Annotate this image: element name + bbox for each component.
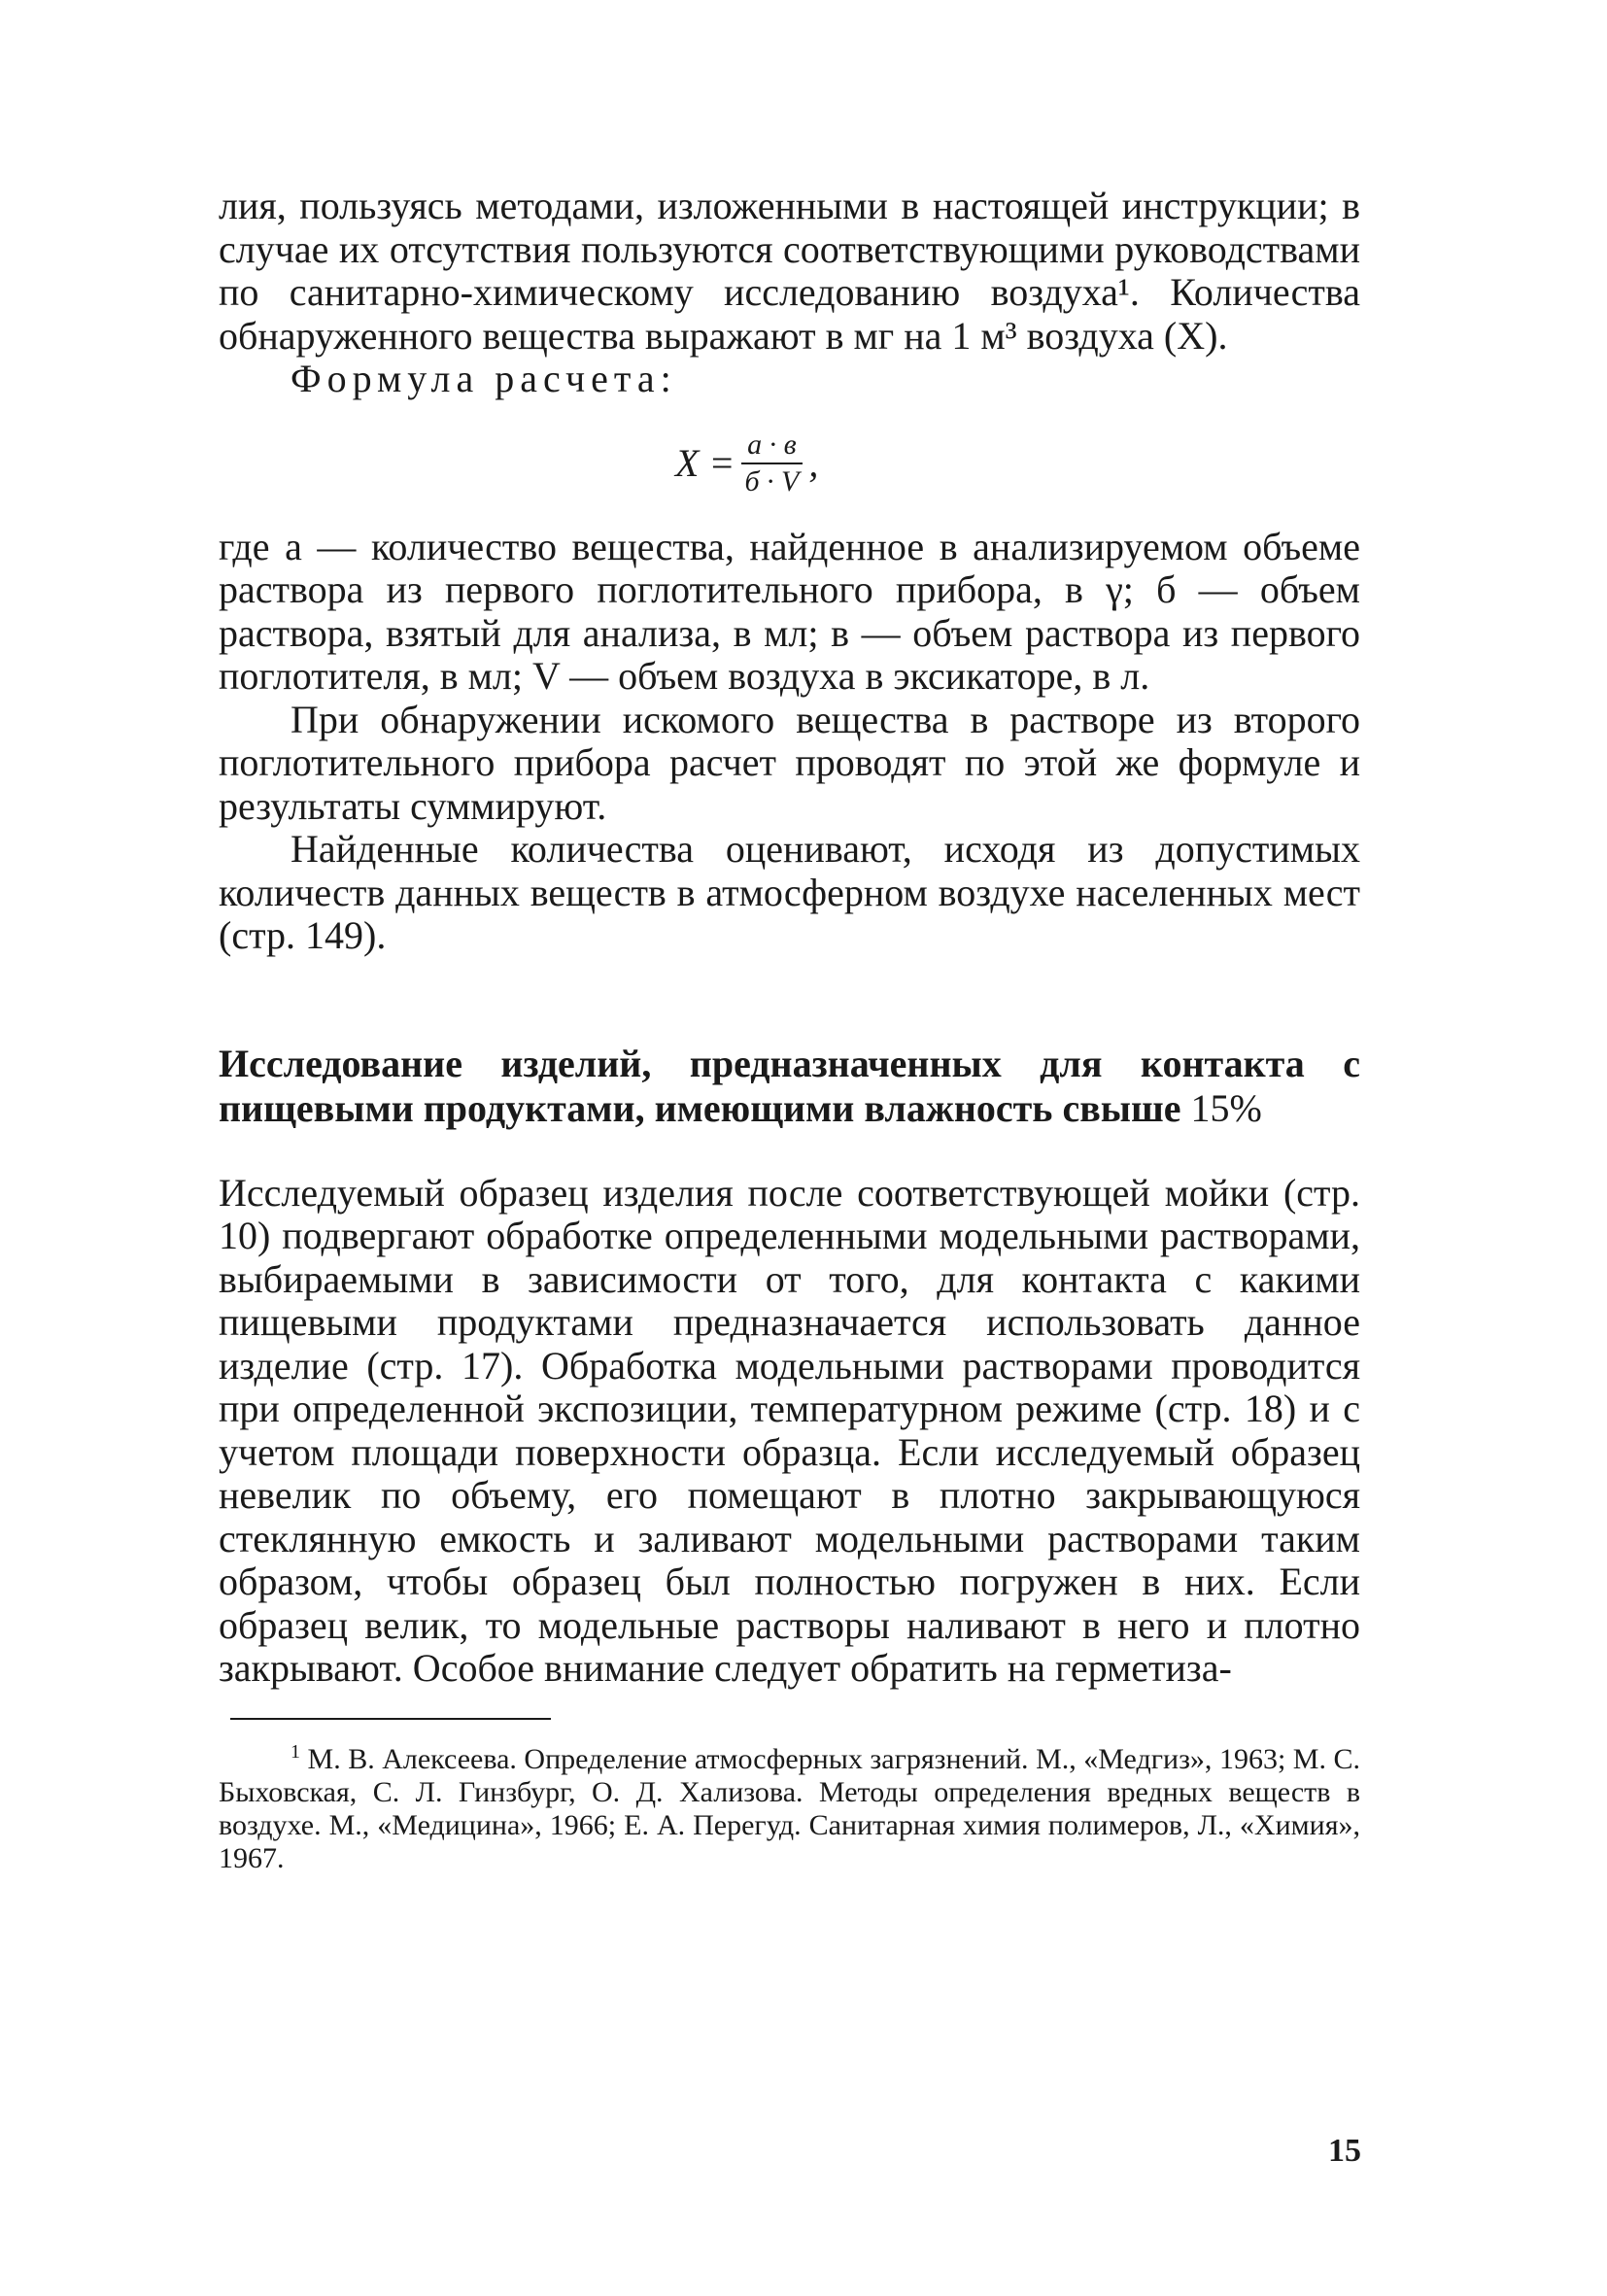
section-heading-percent: 15% — [1190, 1085, 1262, 1130]
footnote-marker: 1 — [291, 1740, 300, 1763]
footnote-text: М. В. Алексеева. Определение атмосферных загрязнений. М., «Медгиз», 1963; М. С. Быховская, С. Л. Гинзбург, О. Д. Хализова. Методы определения вредных веществ в воздухе. М., «Медицина», 1966; Е. А. Перегуд. Санитарная химия полимеров, Л., «Химия», 1967. — [219, 1742, 1360, 1874]
formula-denominator: б · V — [744, 464, 800, 497]
formula-trailing: , — [808, 441, 819, 485]
section-heading — [219, 1042, 1360, 1131]
footnote-divider — [230, 1718, 551, 1720]
paragraph-second-absorber: При обнаружении искомого вещества в растворе из второго поглотительного прибора расчет проводят по этой же формуле и результаты суммируют. — [219, 697, 1360, 828]
paragraph-continuation: лия, пользуясь методами, изложенными в настоящей инструкции; в случае их отсутствия пользуются соответствующими руководствами по санитарно-химическому исследованию воздуха¹. Количества обнаруженного вещества выражают в мг на 1 м³ воздуха (X). — [219, 184, 1360, 358]
formula-lhs: X = — [675, 441, 735, 485]
page-body — [219, 185, 1360, 1875]
formula — [219, 415, 1360, 512]
formula-numerator: а · в — [741, 428, 803, 464]
formula-label: Формула расчета: — [291, 357, 677, 400]
paragraph-sample-treatment: Исследуемый образец изделия после соответствующей мойки (стр. 10) подвергают обработке определенными модельными растворами, выбираемыми в зависимости от того, для контакта с какими пищевыми продуктами предназначается использовать данное изделие (стр. 17). Обработка модельными растворами проводится при определенной экспозиции, температурном режиме (стр. 18) и с учетом площади поверхности образца. Если исследуемый образец невелик по объему, его помещают в плотно закрывающуюся стеклянную емкость и заливают модельными растворами таким образом, чтобы образец был полностью погружен в них. Если образец велик, то модельные растворы наливают в него и плотно закрывают. Особое внимание следует обратить на герметиза- — [219, 1170, 1360, 1690]
footnote — [219, 1735, 1360, 1875]
formula-fraction — [738, 428, 804, 499]
paragraph-evaluation: Найденные количества оценивают, исходя из допустимых количеств данных веществ в атмосферном воздухе населенных мест (стр. 149). — [219, 827, 1360, 957]
paragraph-variable-definitions: где а — количество вещества, найденное в анализируемом объеме раствора из первого поглотительного прибора, в γ; б — объем раствора, взятый для анализа, в мл; в — объем раствора из первого поглотителя, в мл; V — объем воздуха в эксикаторе, в л. — [219, 524, 1360, 698]
page-number: 15 — [1328, 2133, 1361, 2169]
section-heading-text: Исследование изделий, предназначенных для контакта с пищевыми продуктами, имеющими влажность свыше — [219, 1041, 1360, 1130]
